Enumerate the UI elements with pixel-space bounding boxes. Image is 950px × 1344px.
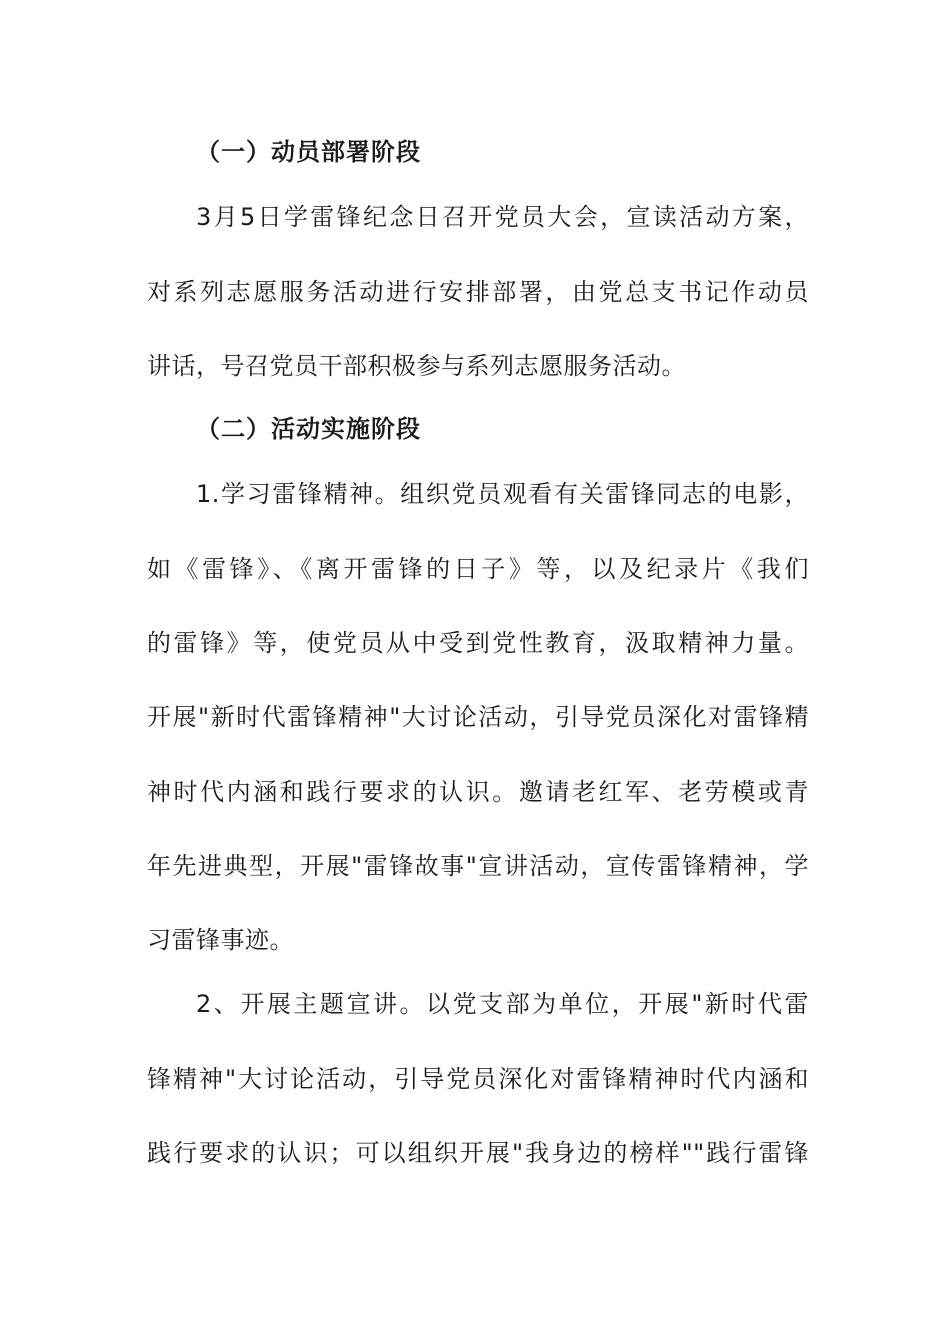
paragraph-line: 锋精神"大讨论活动，引导党员深化对雷锋精神时代内涵和 [147,1065,809,1093]
paragraph-line: 3月5日学雷锋纪念日召开党员大会，宣读活动方案， [196,203,809,231]
paragraph-line: 年先进典型，开展"雷锋故事"宣讲活动，宣传雷锋精神，学 [147,852,809,880]
paragraph-line: 对系列志愿服务活动进行安排部署，由党总支书记作动员 [147,278,809,306]
paragraph-line: 开展"新时代雷锋精神"大讨论活动，引导党员深化对雷锋精 [147,703,809,731]
paragraph-line: 习雷锋事迹。 [147,926,294,954]
paragraph-line: 1.学习雷锋精神。组织党员观看有关雷锋同志的电影， [196,480,809,508]
paragraph-line: 讲话，号召党员干部积极参与系列志愿服务活动。 [147,352,686,380]
paragraph-line: 神时代内涵和践行要求的认识。邀请老红军、老劳模或青 [147,778,809,806]
section-heading-mobilization: （一）动员部署阶段 [196,138,421,166]
section-heading-implementation: （二）活动实施阶段 [196,415,421,443]
paragraph-line: 践行要求的认识；可以组织开展"我身边的榜样""践行雷锋 [147,1139,809,1167]
paragraph-line: 的雷锋》等，使党员从中受到党性教育，汲取精神力量。 [147,629,809,657]
paragraph-line: 如《雷锋》、《离开雷锋的日子》等，以及纪录片《我们 [147,555,809,583]
paragraph-line: 2、开展主题宣讲。以党支部为单位，开展"新时代雷 [196,990,809,1018]
